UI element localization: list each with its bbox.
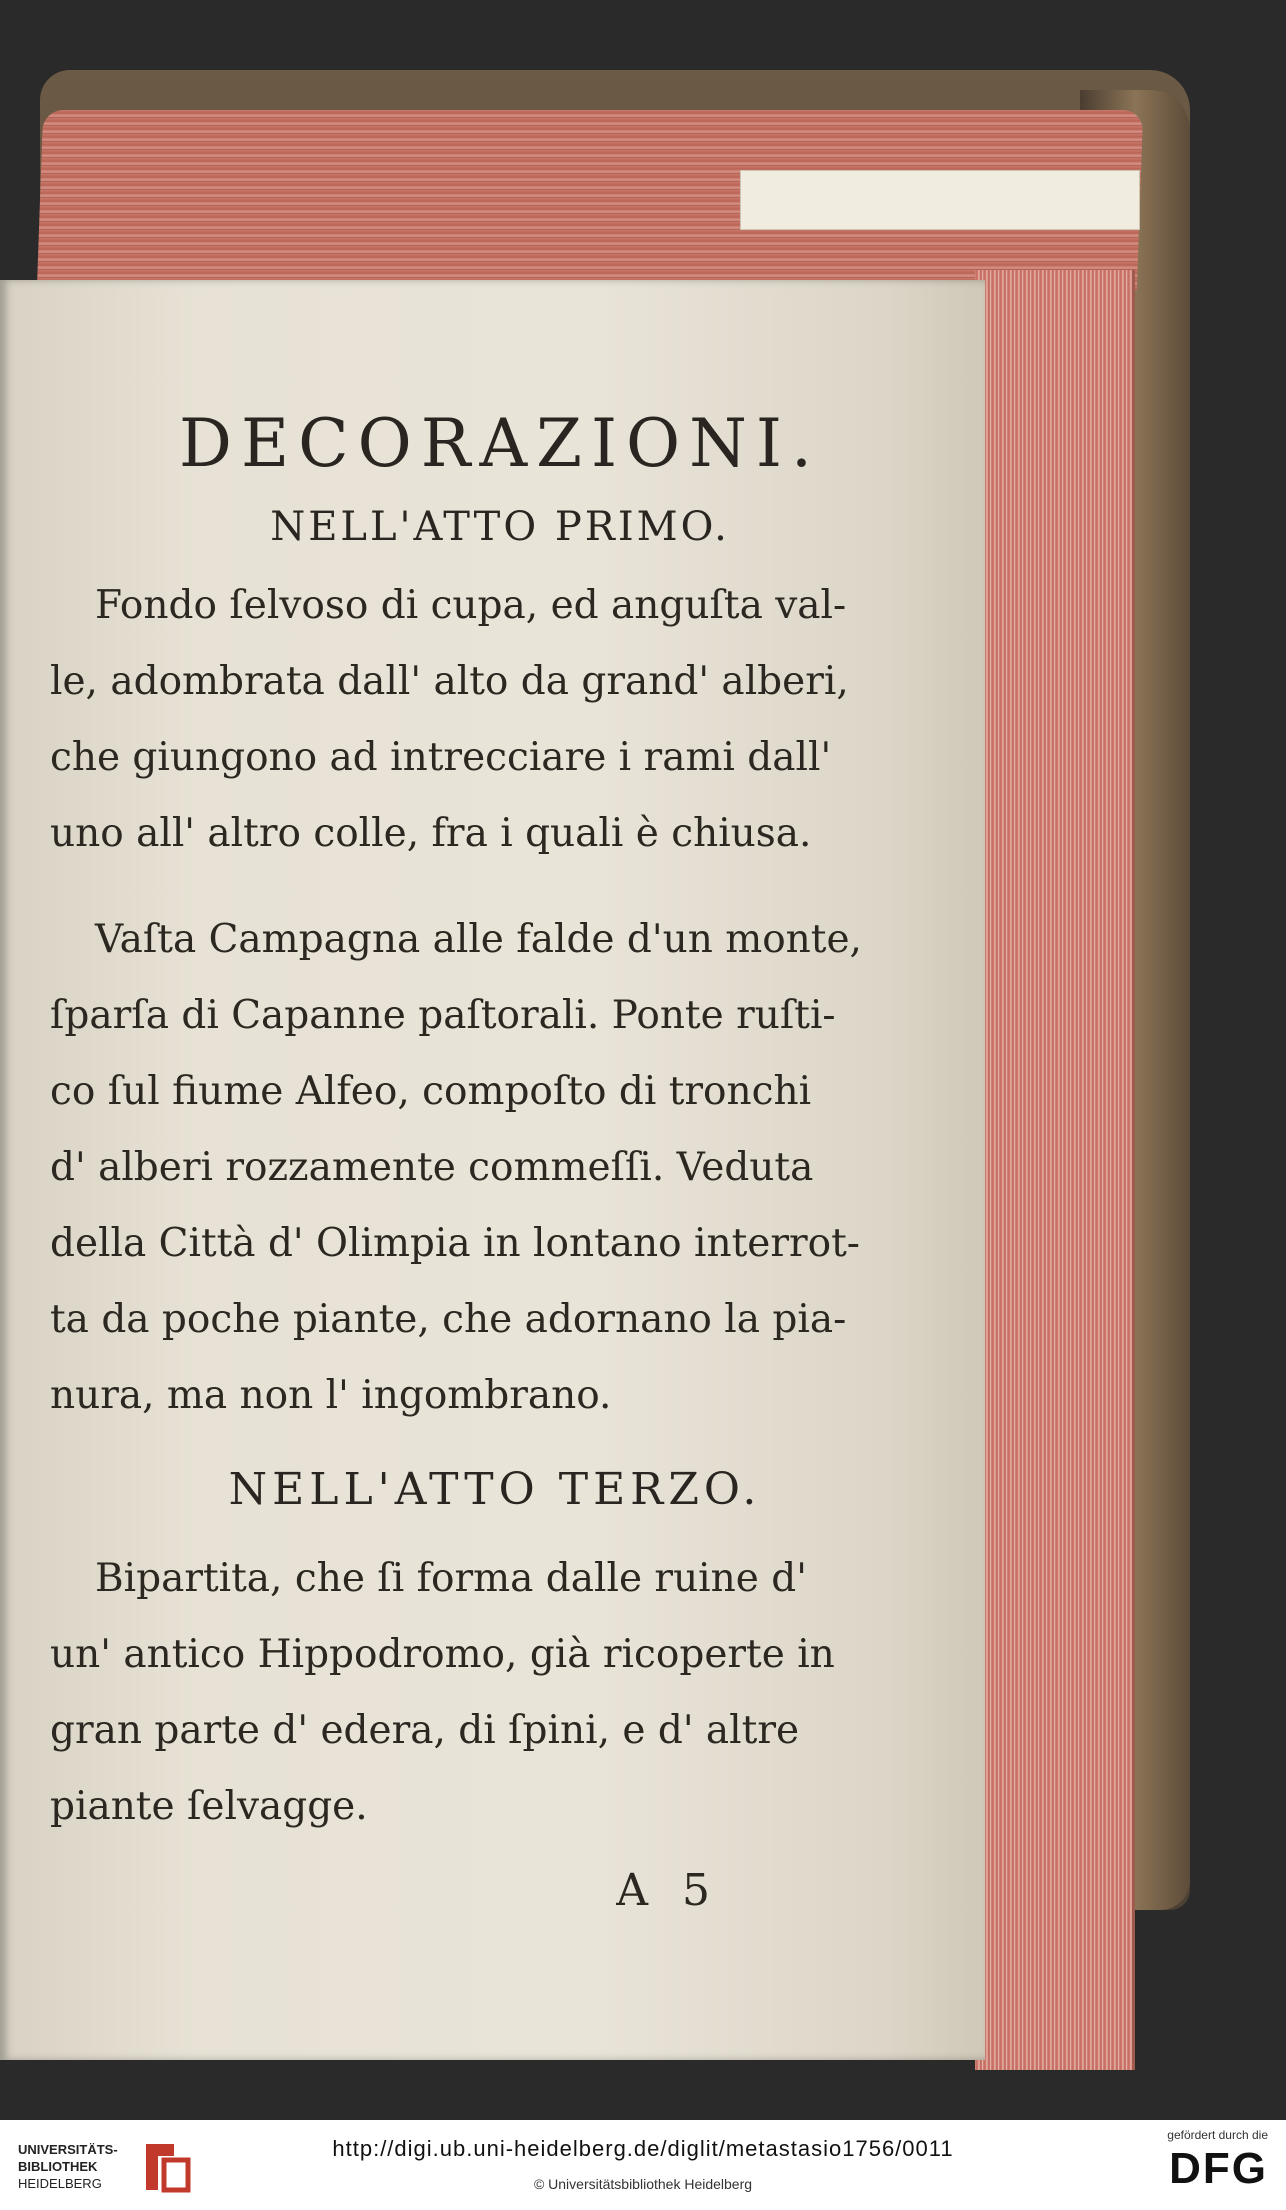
page-side-edges xyxy=(975,270,1135,2070)
text-line: co ſul fiume Alfeo, compoſto di tronchi xyxy=(50,1069,812,1114)
text-line: ſparſa di Capanne paſtorali. Ponte ruſti- xyxy=(50,993,836,1038)
text-line: della Città d' Olimpia in lontano interrot- xyxy=(50,1221,860,1266)
text-line: Bipartita, che ſi forma dalle ruine d' xyxy=(95,1556,807,1601)
text-line: Fondo ſelvoso di cupa, ed anguſta val- xyxy=(95,583,847,628)
page-text xyxy=(50,405,880,1916)
text-line: gran parte d' edera, di ſpini, e d' altre xyxy=(50,1708,800,1753)
viewer-footer xyxy=(0,2120,1286,2210)
library-name-line1: UNIVERSITÄTS- xyxy=(18,2142,118,2157)
bookmark-slip xyxy=(740,170,1140,230)
dfg-funding[interactable] xyxy=(1128,2128,1268,2204)
dfg-logo: DFG xyxy=(1169,2144,1268,2193)
text-line: che giungono ad intrecciare i rami dall' xyxy=(50,735,832,780)
section-title-act-three: NELL'ATTO TERZO. xyxy=(228,1464,762,1515)
text-line: Vaſta Campagna alle falde d'un monte, xyxy=(95,917,862,962)
page-url-link[interactable]: http://digi.ub.uni-heidelberg.de/diglit/metastasio1756/0011 xyxy=(332,2136,954,2161)
text-line: d' alberi rozzamente commeſſi. Veduta xyxy=(50,1145,814,1190)
paragraph-act-one-1 xyxy=(50,568,880,872)
text-line: piante ſelvagge. xyxy=(50,1784,368,1829)
copyright-notice: © Universitätsbibliothek Heidelberg xyxy=(533,2176,753,2192)
text-line: ta da poche piante, che adornano la pia- xyxy=(50,1297,847,1342)
text-line: le, adombrata dall' alto da grand' alberi, xyxy=(50,659,849,704)
library-name-line2: BIBLIOTHEK xyxy=(18,2159,98,2174)
paragraph-act-three-1 xyxy=(50,1541,880,1845)
funding-caption: gefördert durch die xyxy=(1167,2128,1268,2142)
page-heading: DECORAZIONI. xyxy=(179,405,821,482)
text-line: nura, ma non l' ingombrano. xyxy=(50,1373,612,1418)
text-line: uno all' altro colle, fra i quali è chiusa. xyxy=(50,811,812,856)
paragraph-act-one-2 xyxy=(50,902,880,1434)
signature-mark: A 5 xyxy=(616,1865,720,1916)
library-name-line3: HEIDELBERG xyxy=(18,2176,102,2191)
section-title-act-one: NELL'ATTO PRIMO. xyxy=(270,504,730,550)
text-line: un' antico Hippodromo, già ricoperte in xyxy=(50,1632,835,1677)
